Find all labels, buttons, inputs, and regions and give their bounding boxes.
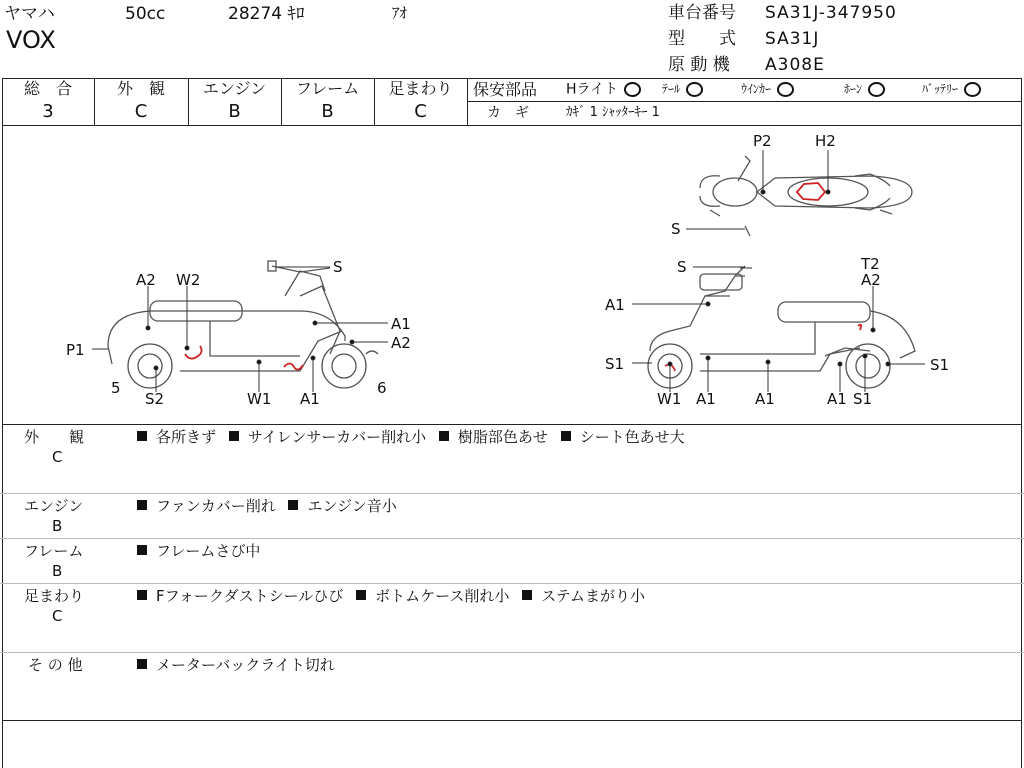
diagram-label: 6 (377, 379, 387, 397)
diagram-label: S1 (853, 390, 873, 408)
grade-header-overall: 総 合 (23, 79, 72, 98)
safety-item-battery: ﾊﾞｯﾃﾘｰ (922, 82, 981, 97)
scooter-top-view (700, 156, 912, 236)
remark-notes: メーターバックライト切れ (137, 658, 343, 673)
diagram-label: W1 (657, 390, 682, 408)
color: ｱｵ (392, 4, 408, 22)
diagram-label: A1 (605, 296, 625, 314)
remark-grade: C (52, 607, 63, 625)
model-name: VOX (6, 26, 56, 54)
remark-grade: C (52, 448, 63, 466)
diagram-label: A2 (391, 334, 411, 352)
maker: ヤマハ (4, 4, 55, 24)
remark-row-other (2, 656, 1020, 719)
grade-value-exterior: C (134, 101, 148, 122)
displacement: 50cc (125, 4, 166, 24)
remark-row-frame (2, 542, 1020, 582)
diagram-label: A1 (755, 390, 775, 408)
key-label: カ ギ (487, 105, 529, 121)
diagram-label: S (671, 220, 681, 238)
frame-no-label: 車台番号 (668, 3, 736, 23)
diagram-label: T2 (861, 255, 880, 273)
diagram-label: A1 (696, 390, 716, 408)
grade-header-exterior: 外 観 (116, 79, 165, 98)
diagram-label: A1 (300, 390, 320, 408)
safety-label: 保安部品 (473, 80, 538, 99)
remark-category: エンジン (24, 497, 84, 515)
diagram-label: A2 (136, 271, 156, 289)
ok-circle-icon (686, 82, 703, 97)
diagram-label: A2 (861, 271, 881, 289)
remark-row-engine (2, 497, 1020, 537)
remark-notes: Fフォークダストシールひび ボトムケース削れ小 ステムまがり小 (137, 589, 653, 604)
diagram-label: S1 (930, 356, 950, 374)
diagram-label: S (333, 258, 343, 276)
safety-item-winker: ｳｲﾝｶｰ (741, 82, 794, 97)
frame-no: SA31J-347950 (765, 3, 897, 23)
remark-grade: B (52, 517, 63, 535)
diagram-label: P1 (66, 341, 85, 359)
remark-row-exterior (2, 428, 1020, 492)
remark-grade: B (52, 562, 63, 580)
key-value: ｶｷﾞ 1 ｼｬｯﾀｰｷｰ 1 (566, 105, 660, 120)
diagram-label: S2 (145, 390, 165, 408)
remark-category: フレーム (24, 542, 84, 560)
type-label: 型 式 (668, 29, 736, 49)
diagram-label: A1 (391, 315, 411, 333)
safety-item-tail: ﾃｰﾙ (662, 82, 703, 97)
ok-circle-icon (624, 82, 641, 97)
type-value: SA31J (765, 29, 820, 49)
remark-notes: 各所きず サイレンサーカバー削れ小 樹脂部色あせ シート色あせ大 (137, 430, 693, 445)
remark-category: 外 観 (24, 428, 85, 446)
engine-label: 原 動 機 (668, 55, 730, 75)
diagram-label: A1 (827, 390, 847, 408)
diagram-label: H2 (815, 132, 836, 150)
remark-notes: ファンカバー削れ エンジン音小 (137, 499, 405, 514)
engine-value: A308E (765, 55, 825, 75)
diagram-label: S (677, 258, 687, 276)
grade-header-suspension: 足まわり (388, 79, 453, 98)
mileage: 28274 ｷﾛ (228, 4, 305, 24)
safety-item-headlight: Hライト (566, 82, 641, 97)
grade-value-engine: B (228, 101, 241, 122)
diagram-label: S1 (605, 355, 625, 373)
grade-value-overall: 3 (42, 101, 54, 122)
grade-header-engine: エンジン (202, 79, 267, 98)
damage-marks (185, 183, 861, 371)
diagram-label: 5 (111, 379, 121, 397)
damage-diagram (0, 126, 1022, 424)
remark-category: 足まわり (24, 587, 85, 605)
remark-row-suspension (2, 587, 1020, 651)
remark-category: そ の 他 (28, 656, 83, 674)
ok-circle-icon (964, 82, 981, 97)
diagram-label: P2 (753, 132, 772, 150)
grade-value-suspension: C (414, 101, 427, 122)
safety-item-horn: ﾎｰﾝ (844, 82, 885, 97)
ok-circle-icon (868, 82, 885, 97)
remark-notes: フレームさび中 (137, 544, 268, 559)
grade-header-frame: フレーム (295, 79, 360, 98)
diagram-label: W1 (247, 390, 272, 408)
diagram-label: W2 (176, 271, 201, 289)
ok-circle-icon (777, 82, 794, 97)
grade-value-frame: B (321, 101, 334, 122)
